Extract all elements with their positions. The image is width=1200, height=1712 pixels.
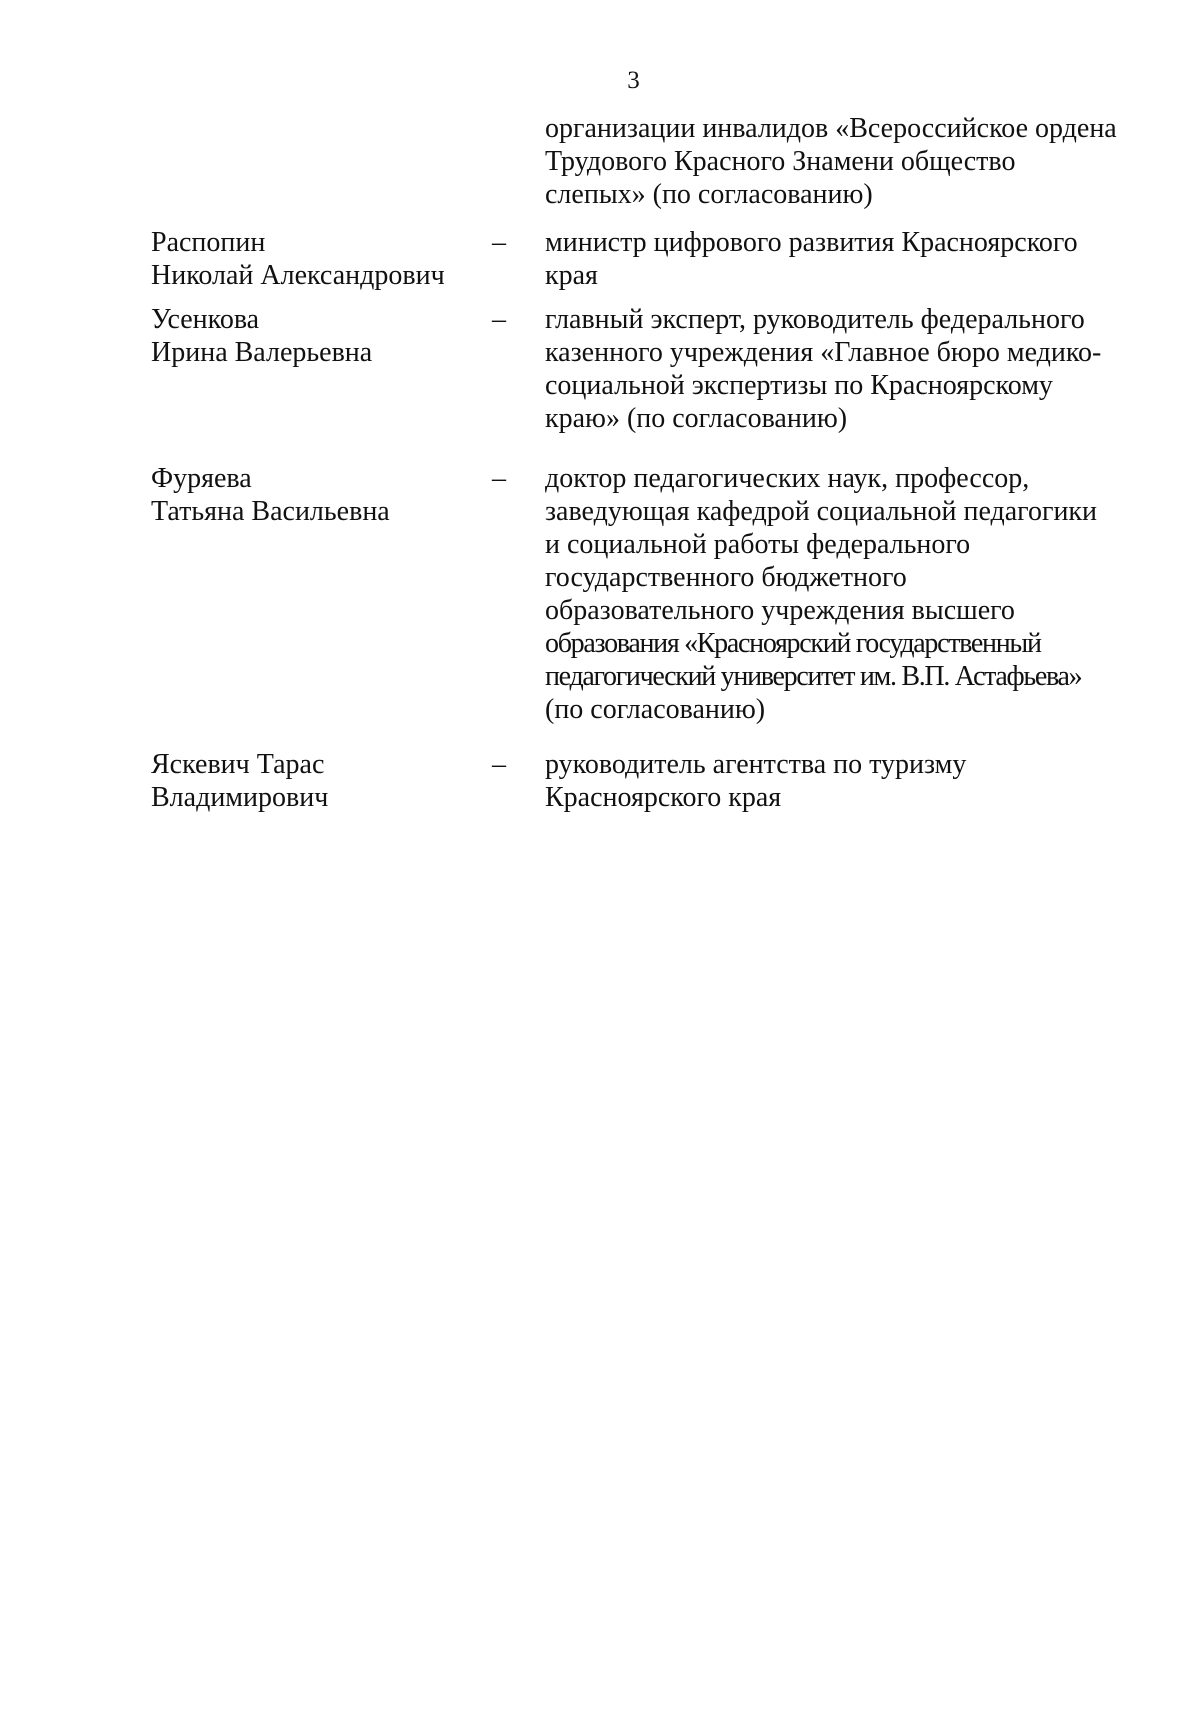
dash-separator: – xyxy=(492,304,506,335)
member-description xyxy=(545,303,1120,435)
description-line: образовательного учреждения высшего xyxy=(545,595,1015,626)
description-line: (по согласованию) xyxy=(545,694,766,725)
description-line: министр цифрового развития Красноярского xyxy=(545,227,1078,258)
member-surname: Фуряева xyxy=(151,463,252,494)
member-description xyxy=(545,748,1120,814)
description-line: социальной экспертизы по Красноярскому xyxy=(545,370,1053,401)
member-entry xyxy=(0,303,1200,435)
description-line: казенного учреждения «Главное бюро медико- xyxy=(545,337,1102,368)
member-description xyxy=(545,462,1120,726)
page-number: 3 xyxy=(627,67,640,94)
dash-separator: – xyxy=(492,749,506,780)
member-given-names: Ирина Валерьевна xyxy=(151,337,373,368)
member-entry xyxy=(0,226,1200,292)
description-line: государственного бюджетного xyxy=(545,562,907,593)
member-given-names: Николай Александрович xyxy=(151,260,445,291)
description-line: педагогический университет им. В.П. Астафьева» xyxy=(545,661,1082,692)
description-line: слепых» (по согласованию) xyxy=(545,179,873,210)
description-line: главный эксперт, руководитель федерального xyxy=(545,304,1085,335)
description-line: доктор педагогических наук, профессор, xyxy=(545,463,1030,494)
description-line: Красноярского края xyxy=(545,782,782,813)
description-line: руководитель агентства по туризму xyxy=(545,749,967,780)
member-name xyxy=(151,303,451,369)
member-given-names: Владимирович xyxy=(151,782,329,813)
member-name xyxy=(151,748,451,814)
description-line: образования «Красноярский государственный xyxy=(545,628,1041,659)
description-line: Трудового Красного Знамени общество xyxy=(545,146,1016,177)
continuation-entry xyxy=(0,112,1200,211)
member-entry xyxy=(0,462,1200,726)
member-surname: Усенкова xyxy=(151,304,260,335)
description-line: заведующая кафедрой социальной педагогики xyxy=(545,496,1098,527)
member-name xyxy=(151,226,451,292)
member-surname: Яскевич Тарас xyxy=(151,749,325,780)
description-line: и социальной работы федерального xyxy=(545,529,971,560)
member-list xyxy=(0,112,1200,814)
member-given-names: Татьяна Васильевна xyxy=(151,496,390,527)
member-entry xyxy=(0,748,1200,814)
dash-separator: – xyxy=(492,463,506,494)
continuation-description xyxy=(545,112,1120,211)
description-line: края xyxy=(545,260,598,291)
member-description xyxy=(545,226,1120,292)
dash-separator: – xyxy=(492,227,506,258)
member-surname: Распопин xyxy=(151,227,266,258)
description-line: организации инвалидов «Всероссийское ордена xyxy=(545,113,1117,144)
description-line: краю» (по согласованию) xyxy=(545,403,848,434)
member-name xyxy=(151,462,451,528)
